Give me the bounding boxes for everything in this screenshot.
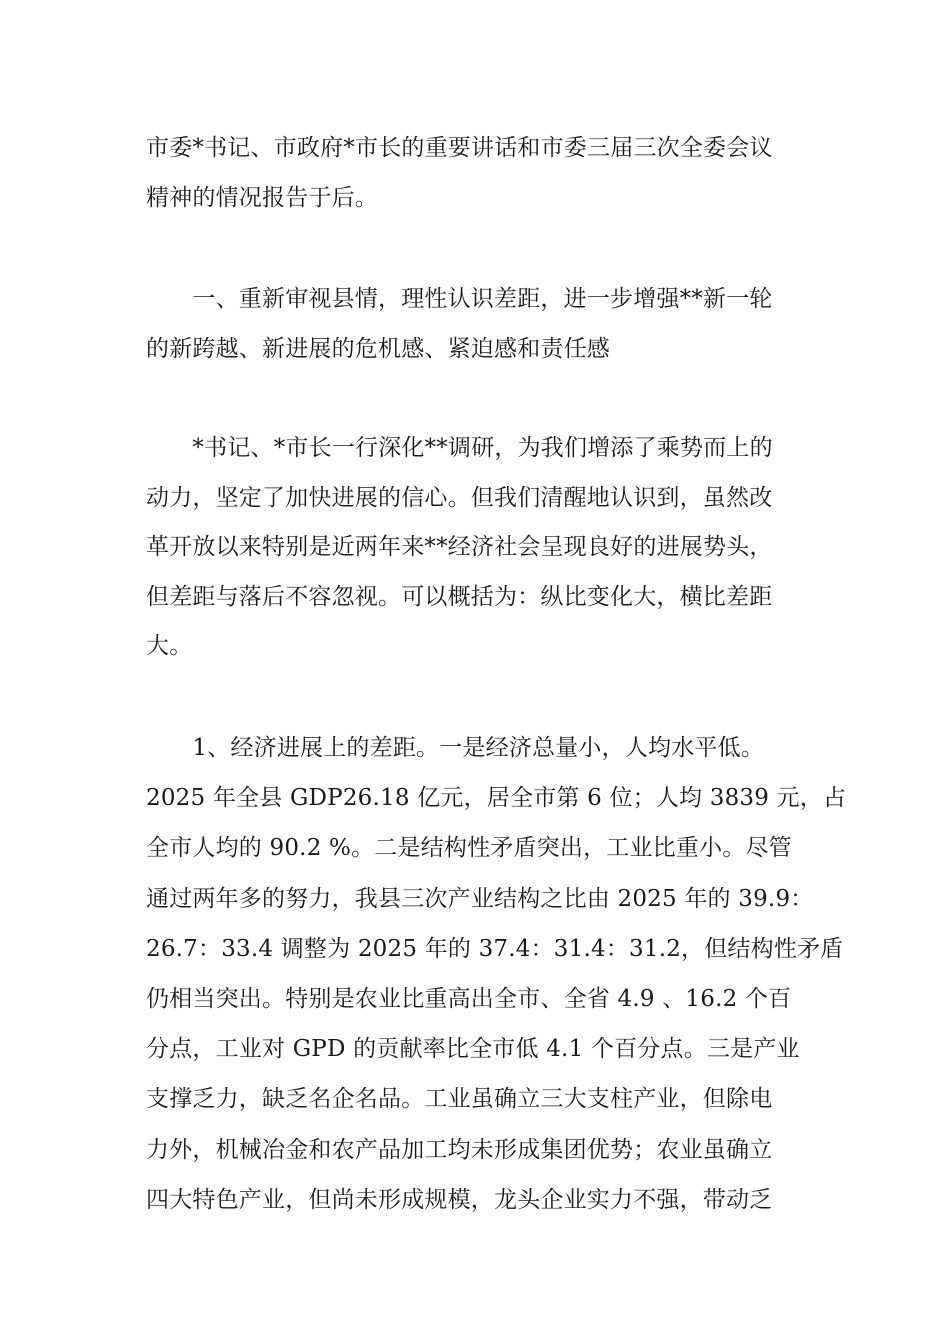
- paragraph-section-intro: [146, 424, 826, 672]
- text-line: 一、重新审视县情，理性认识差距，进一步增强**新一轮: [146, 286, 773, 312]
- text-line: 分点，工业对 GPD 的贡献率比全市低 4.1 个百分点。三是产业: [146, 1036, 800, 1063]
- text-line: 全市人均的 90.2 %。二是结构性矛盾突出，工业比重小。尽管: [146, 835, 792, 862]
- paragraph-economic-gap: [146, 723, 847, 1225]
- text-line: 2025 年全县 GDP26.18 亿元，居全市第 6 位；人均 3839 元，占: [146, 785, 847, 812]
- text-line: 26.7：33.4 调整为 2025 年的 37.4：31.4：31.2，但结构性矛盾: [146, 935, 844, 962]
- text-line: 革开放以来特别是近两年来**经济社会呈现良好的进展势头，: [146, 534, 773, 560]
- text-line: 但差距与落后不容忽视。可以概括为：纵比变化大，横比差距: [146, 583, 773, 610]
- text-line: 四大特色产业，但尚未形成规模，龙头企业实力不强，带动乏: [146, 1186, 773, 1213]
- paragraph-intro: [146, 124, 826, 223]
- text-line: 大。: [146, 633, 193, 659]
- text-line: 支撑乏力，缺乏名企名品。工业虽确立三大支柱产业，但除电: [146, 1086, 773, 1113]
- text-line: 力外，机械冶金和农产品加工均未形成集团优势；农业虽确立: [146, 1136, 773, 1163]
- text-line: 通过两年多的努力，我县三次产业结构之比由 2025 年的 39.9：: [146, 885, 814, 912]
- text-line: 仍相当突出。特别是农业比重高出全市、全省 4.9 、16.2 个百: [146, 985, 792, 1012]
- section-heading: [146, 275, 826, 374]
- text-line: 动力，坚定了加快进展的信心。但我们清醒地认识到，虽然改: [146, 484, 773, 511]
- text-line: 的新跨越、新进展的危机感、紧迫感和责任感: [146, 335, 610, 362]
- text-line: *书记、*市长一行深化**调研，为我们增添了乘势而上的: [146, 435, 773, 461]
- text-line: 市委*书记、市政府*市长的重要讲话和市委三届三次全委会议: [146, 135, 773, 161]
- text-line: 1、经济进展上的差距。一是经济总量小，人均水平低。: [146, 735, 765, 761]
- text-line: 精神的情况报告于后。: [146, 184, 378, 211]
